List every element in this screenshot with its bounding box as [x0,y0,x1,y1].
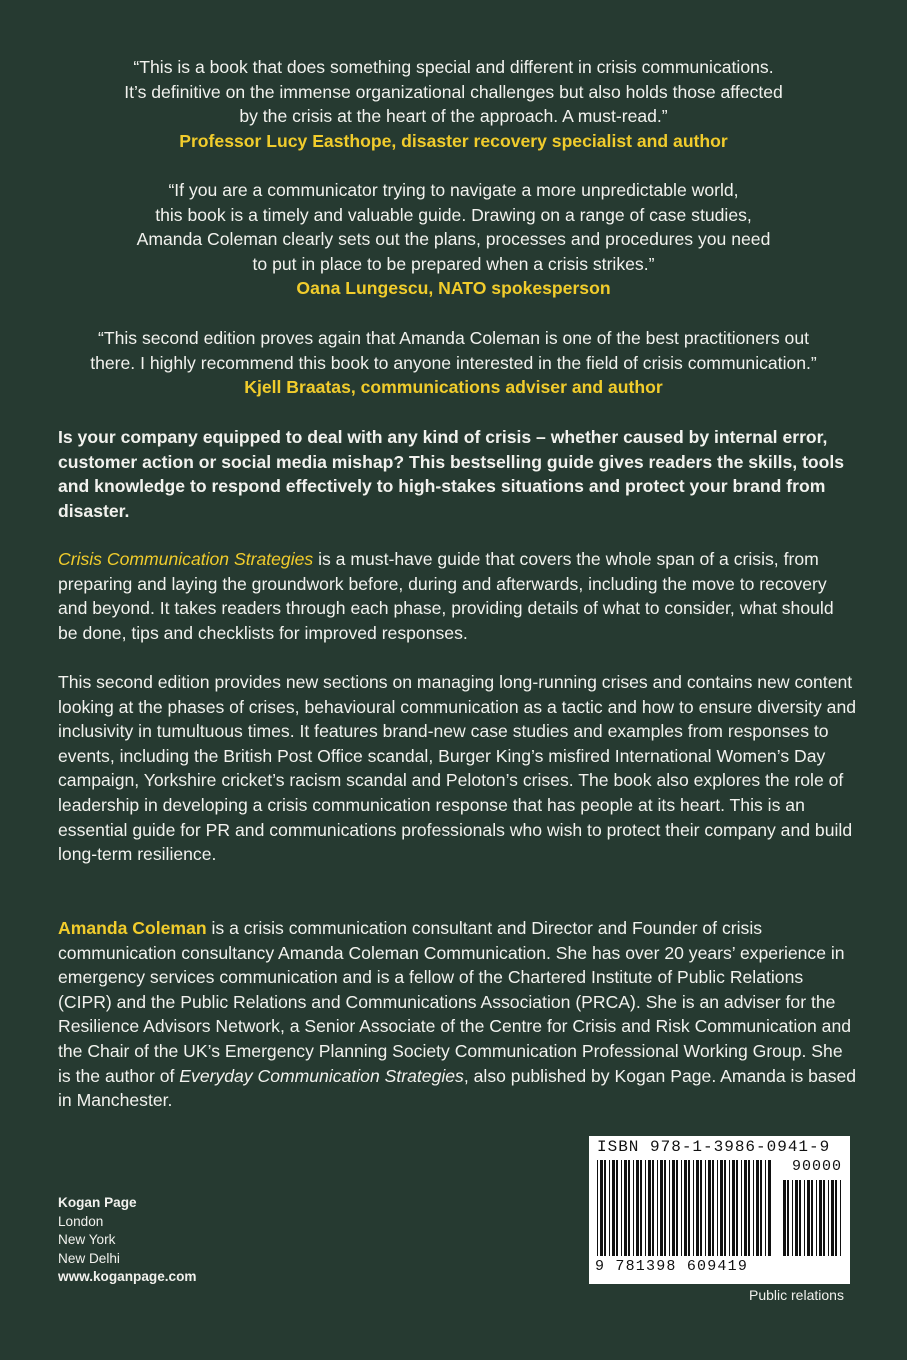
barcode-bar [621,1160,622,1256]
barcode-bar [676,1160,678,1256]
barcode-bar [787,1180,789,1256]
quote-2-line-3: Amanda Coleman clearly sets out the plans, processes and procedures you need [136,229,771,250]
barcode-bar [669,1160,670,1256]
barcode-bar [688,1160,690,1256]
quote-1-line-1: “This is a book that does something special and different in crisis communications. [133,57,774,77]
barcode-bar [736,1160,738,1256]
quote-2-line-4: to put in place to be prepared when a crisis strikes.” [252,253,655,274]
barcode-bar [700,1160,702,1256]
description-text: is a must-have guide that covers the whole span of a crisis, from preparing and laying the groundwork before, during and afterwards, including the move to recovery and beyond. It takes readers through each phase, providing details of what to consider, what should be done, tips and checklists for improved responses. [58,549,834,643]
barcode-bar [597,1160,598,1256]
barcode-bar [724,1160,726,1256]
barcode-bar [628,1160,630,1256]
book-title: Crisis Communication Strategies [58,549,314,569]
publisher-city-3: New Delhi [58,1250,120,1266]
barcode-bar [693,1160,694,1256]
quote-block-1 [40,55,867,153]
ean-number: 9 781398 609419 [595,1258,749,1275]
second-edition-paragraph: This second edition provides new sections on managing long-running crises and contains new content looking at the phases of crises, behavioural communication as a tactic and how to ensure diversity and inclusivity in tumultuous times. It features brand-new case studies and examples from responses to events, including the British Post Office scandal, Burger King’s misfired International Women’s Day campaign, Yorkshire cricket’s racism scandal and Peloton’s crises. The book also explores the role of leadership in developing a crisis communication response that has people at its heart. This is an essential guide for PR and communications professionals who wish to protect their company and build long-term resilience. [58,672,857,865]
barcode-bar [648,1160,651,1256]
barcode-bar [720,1160,723,1256]
isbn-barcode [589,1136,850,1284]
barcode-bar [660,1160,663,1256]
barcode-bar [741,1160,742,1256]
author-bio-text-after: , also published by Kogan Page. Amanda is based in Manchester. [58,1065,857,1111]
barcode-bar [823,1180,825,1256]
barcode-bar [819,1180,822,1256]
author-name: Amanda Coleman [58,918,207,938]
barcode-bar [633,1160,634,1256]
barcode-bar [753,1160,754,1256]
barcode-bar [640,1160,642,1256]
barcode-bar [612,1160,615,1256]
quote-3-line-2: there. I highly recommend this book to anyone interested in the field of crisis communication.” [90,352,817,373]
barcode-bar [645,1160,646,1256]
quote-3-line-1: “This second edition proves again that Amanda Coleman is one of the best practitioners out [97,328,809,348]
publisher-block [58,1194,196,1287]
barcode-bar [765,1160,766,1256]
quote-block-2 [40,178,867,301]
barcode-bar [729,1160,730,1256]
quote-2-line-2: this book is a timely and valuable guide. Drawing on a range of case studies, [155,204,752,225]
publisher-name: Kogan Page [58,1195,137,1210]
publisher-city-2: New York [58,1232,116,1247]
barcode-bar [672,1160,675,1256]
barcode-bar [756,1160,759,1256]
barcode-bar [657,1160,658,1256]
barcode-bar [840,1180,841,1256]
barcode-bar [799,1180,801,1256]
barcode-bar [681,1160,682,1256]
barcode-bar [807,1180,810,1256]
barcode-bar [684,1160,687,1256]
barcode-bar [811,1180,813,1256]
barcode-bar [652,1160,654,1256]
publisher-website: www.koganpage.com [58,1269,197,1284]
barcode-bar [604,1160,606,1256]
description-paragraph [58,547,858,645]
quote-1-attribution: Professor Lucy Easthope, disaster recovery specialist and author [179,130,728,151]
barcode-bar [831,1180,834,1256]
barcode-bar [616,1160,618,1256]
barcode-bar [664,1160,666,1256]
barcode-bar [768,1160,771,1256]
barcode-bar [744,1160,747,1256]
quote-1-line-2: It’s definitive on the immense organizational challenges but also holds those affected [124,81,783,102]
barcode-bar [748,1160,750,1256]
barcode-bar [624,1160,627,1256]
barcode-bar [792,1180,793,1256]
barcode-addon-bars [783,1180,841,1256]
barcode-bar [636,1160,639,1256]
publisher-city-1: London [58,1213,104,1229]
intro-paragraph: Is your company equipped to deal with any kind of crisis – whether caused by internal error, customer action or social media mishap? This bestselling guide gives readers the skills, tools and knowledge to respond effectively to high-stakes situations and protect your brand from disaster. [58,427,845,521]
barcode-bar [783,1180,786,1256]
barcode-bar [835,1180,837,1256]
barcode-bar [760,1160,762,1256]
barcode-bar [717,1160,718,1256]
barcode-bar [705,1160,706,1256]
quote-3-attribution: Kjell Braatas, communications adviser and author [244,377,663,398]
barcode-bar [828,1180,829,1256]
other-book-title: Everyday Communication Strategies [179,1065,464,1086]
quote-1-line-3: by the crisis at the heart of the approach. A must-read.” [239,106,668,127]
quote-block-3 [40,326,867,400]
barcode-bar [600,1160,603,1256]
barcode-bar [696,1160,699,1256]
quote-2-attribution: Oana Lungescu, NATO spokesperson [296,278,611,299]
price-code: 90000 [791,1158,842,1175]
category-label: Public relations [749,1287,844,1303]
barcode-bar [816,1180,817,1256]
barcode-bar [804,1180,805,1256]
author-bio-paragraph [58,916,858,1113]
barcode-bar [732,1160,735,1256]
barcode-bar [795,1180,798,1256]
author-bio-text-before: is a crisis communication consultant and Director and Founder of crisis communication consultancy Amanda Coleman Communication. She has over 20 years’ experience in emergency services communication and is a fellow of the Chartered Institute of Public Relations (CIPR) and the Public Relations and Communications Association (PRCA). She is an adviser for the Resilience Advisors Network, a Senior Associate of the Centre for Crisis and Risk Communication and the Chair of the UK’s Emergency Planning Society Communication Professional Working Group. She is the author of [58,918,852,1086]
isbn-number: ISBN 978-1-3986-0941-9 [597,1138,831,1156]
barcode-bar [712,1160,714,1256]
barcode-bar [708,1160,711,1256]
barcode-main-bars [597,1160,771,1256]
quote-2-line-1: “If you are a communicator trying to navigate a more unpredictable world, [168,180,739,200]
barcode-bar [609,1160,610,1256]
